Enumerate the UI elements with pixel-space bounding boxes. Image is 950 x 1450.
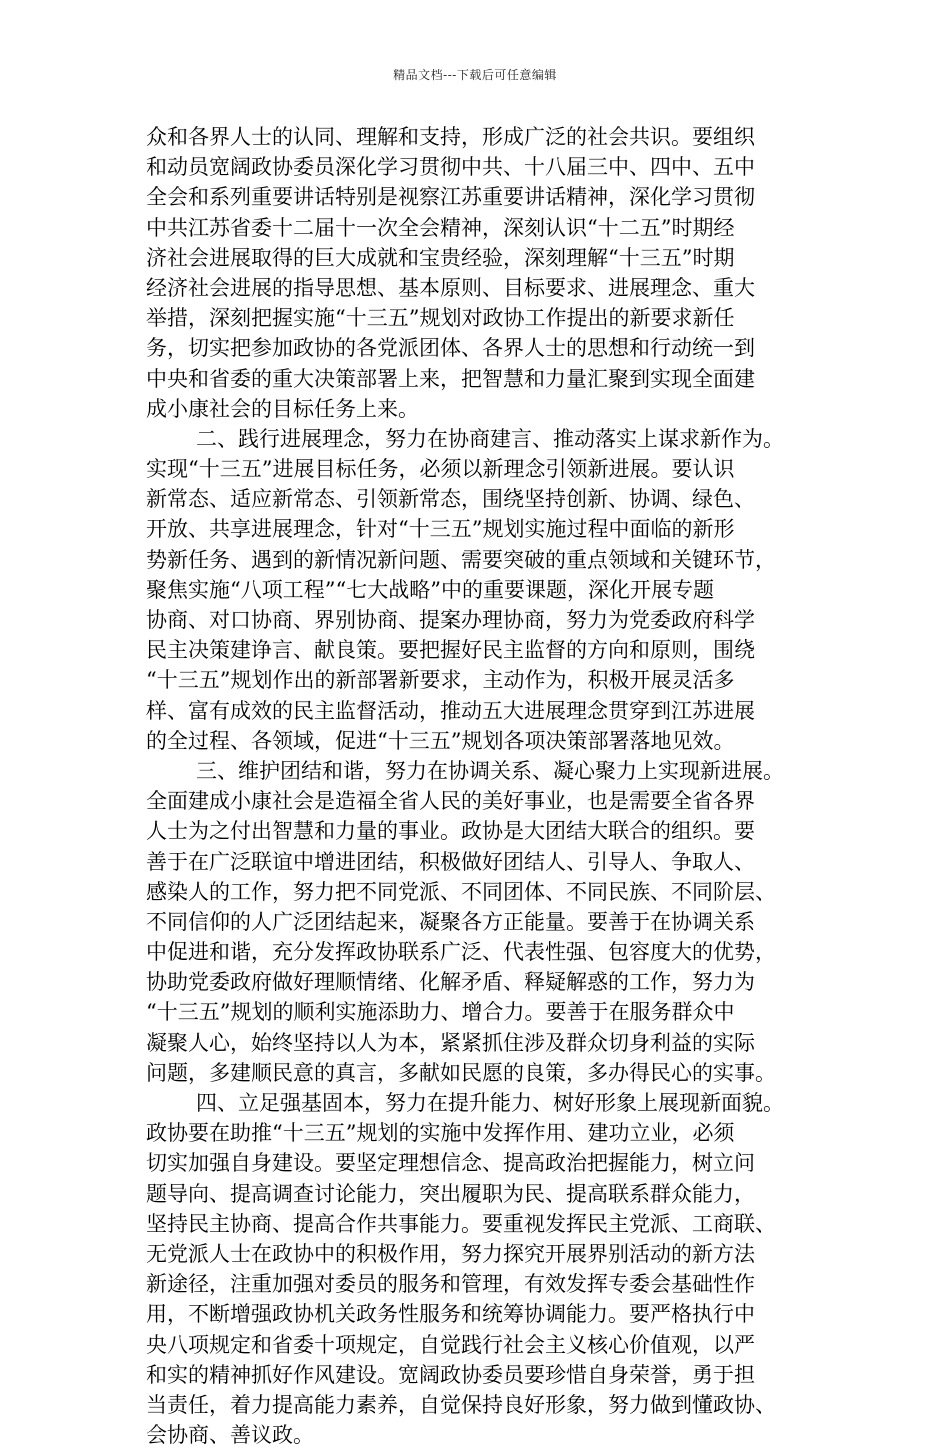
- text-line: 切实加强自身建设。要坚定理想信念、提高政治把握能力，树立问: [146, 1151, 755, 1176]
- document-body: [146, 122, 807, 1450]
- text-line: 举措，深刻把握实施“十三五”规划对政协工作提出的新要求新任: [146, 306, 735, 331]
- paragraph-start-line: 四、立足强基固本，努力在提升能力、树好形象上展现新面貌。: [196, 1091, 784, 1115]
- paragraph-start-line: 二、践行进展理念，努力在协商建言、推动落实上谋求新作为。: [196, 426, 784, 451]
- text-line: 当责任，着力提高能力素养，自觉保持良好形象，努力做到懂政协、: [146, 1392, 776, 1417]
- text-line: 中共江苏省委十二届十一次全会精神，深刻认识“十二五”时期经: [146, 215, 735, 240]
- text-line: 成小康社会的目标任务上来。: [146, 396, 419, 421]
- text-line: 和实的精神抓好作风建设。宽阔政协委员要珍惜自身荣誉，勇于担: [146, 1362, 755, 1387]
- text-line: “十三五”规划的顺利实施添助力、增合力。要善于在服务群众中: [146, 1000, 735, 1025]
- text-line: 用，不断增强政协机关政务性服务和统筹协调能力。要严格执行中: [146, 1302, 755, 1327]
- text-line: 势新任务、遇到的新情况新问题、需要突破的重点领域和关键环节，: [146, 547, 776, 572]
- text-line: 济社会进展取得的巨大成就和宝贵经验，深刻理解“十三五”时期: [146, 245, 735, 270]
- text-line: 样、富有成效的民主监督活动，推动五大进展理念贯穿到江苏进展: [146, 698, 755, 723]
- text-line: 凝聚人心，始终坚持以人为本，紧紧抓住涉及群众切身利益的实际: [146, 1030, 755, 1055]
- text-line: 和动员宽阔政协委员深化学习贯彻中共、十八届三中、四中、五中: [146, 155, 755, 180]
- text-line: 感染人的工作，努力把不同党派、不同团体、不同民族、不同阶层、: [146, 879, 776, 904]
- text-line: 坚持民主协商、提高合作共事能力。要重视发挥民主党派、工商联、: [146, 1211, 776, 1236]
- text-line: 题导向、提高调查讨论能力，突出履职为民、提高联系群众能力，: [146, 1181, 755, 1206]
- text-line: 人士为之付出智慧和力量的事业。政协是大团结大联合的组织。要: [146, 819, 755, 844]
- page-header: 精品文档---下载后可任意编辑: [393, 68, 557, 82]
- text-line: 政协要在助推“十三五”规划的实施中发挥作用、建功立业，必须: [146, 1121, 735, 1146]
- text-line: 务，切实把参加政协的各党派团体、各界人士的思想和行动统一到: [146, 336, 755, 361]
- text-line: 善于在广泛联谊中增进团结，积极做好团结人、引导人、争取人、: [146, 849, 755, 874]
- text-line: 央八项规定和省委十项规定，自觉践行社会主义核心价值观，以严: [146, 1332, 755, 1357]
- text-line: 的全过程、各领域，促进“十三五”规划各项决策部署落地见效。: [146, 728, 735, 753]
- text-line: 中促进和谐，充分发挥政协联系广泛、代表性强、包容度大的优势，: [146, 940, 776, 965]
- text-line: 会协商、善议政。: [146, 1423, 314, 1448]
- text-line: 中央和省委的重大决策部署上来，把智慧和力量汇聚到实现全面建: [146, 366, 755, 391]
- text-line: 问题，多建顺民意的真言，多献如民愿的良策，多办得民心的实事。: [146, 1060, 776, 1085]
- text-line: 全面建成小康社会是造福全省人民的美好事业，也是需要全省各界: [146, 789, 755, 814]
- text-line: 民主决策建诤言、献良策。要把握好民主监督的方向和原则，围绕: [146, 638, 755, 663]
- text-line: 新常态、适应新常态、引领新常态，围绕坚持创新、协调、绿色、: [146, 487, 755, 512]
- paragraph-start-line: 三、维护团结和谐，努力在协调关系、凝心聚力上实现新进展。: [196, 758, 784, 783]
- text-line: 协商、对口协商、界别协商、提案办理协商，努力为党委政府科学: [146, 608, 755, 632]
- text-line: 实现“十三五”进展目标任务，必须以新理念引领新进展。要认识: [146, 457, 735, 482]
- text-line: 新途径，注重加强对委员的服务和管理，有效发挥专委会基础性作: [146, 1272, 755, 1297]
- text-line: 协助党委政府做好理顺情绪、化解矛盾、释疑解惑的工作，努力为: [146, 970, 755, 995]
- text-line: 开放、共享进展理念，针对“十三五”规划实施过程中面临的新形: [146, 517, 735, 542]
- text-line: “十三五”规划作出的新部署新要求，主动作为，积极开展灵活多: [146, 668, 735, 693]
- text-line: 经济社会进展的指导思想、基本原则、目标要求、进展理念、重大: [146, 275, 755, 300]
- text-line: 聚焦实施“八项工程”“七大战略”中的重要课题，深化开展专题: [146, 577, 714, 602]
- text-line: 无党派人士在政协中的积极作用，努力探究开展界别活动的新方法: [146, 1241, 755, 1266]
- text-line: 不同信仰的人广泛团结起来，凝聚各方正能量。要善于在协调关系: [146, 909, 755, 934]
- text-line: 全会和系列重要讲话特别是视察江苏重要讲话精神，深化学习贯彻: [146, 185, 755, 210]
- text-line: 众和各界人士的认同、理解和支持，形成广泛的社会共识。要组织: [146, 125, 755, 149]
